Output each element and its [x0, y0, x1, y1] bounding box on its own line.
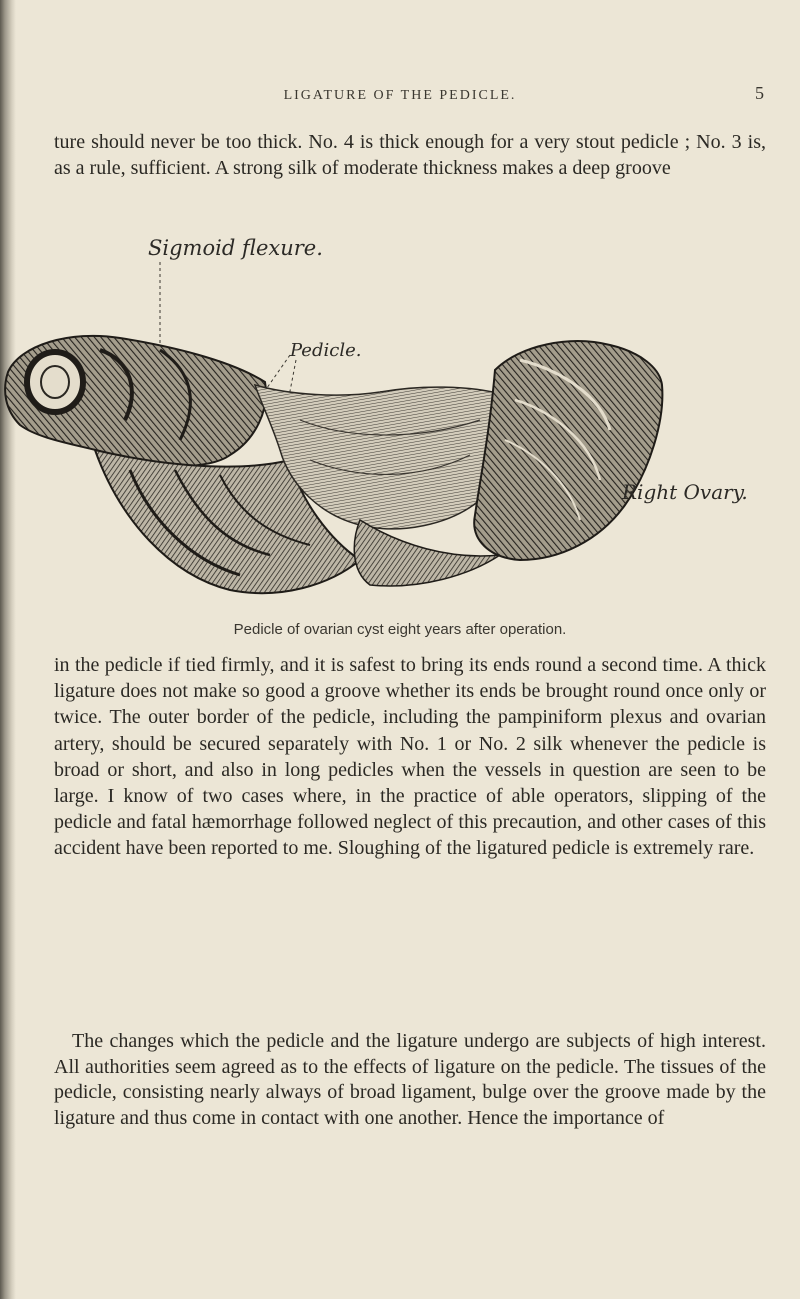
- figure-caption: Pedicle of ovarian cyst eight years after operation.: [233, 621, 567, 638]
- bowel-loop: [27, 352, 83, 412]
- running-head: LIGATURE OF THE PEDICLE.: [283, 88, 517, 103]
- right-ovary-mass: [474, 341, 662, 560]
- page-binding-shadow: [0, 0, 16, 1299]
- page-number: 5: [755, 83, 764, 103]
- label-pedicle: Pedicle.: [290, 340, 362, 361]
- paragraph-second: The changes which the pedicle and the ligature undergo are subjects of high interest. All authorities seem agreed as to the effects of ligature on the pedicle. The tissues of the pedicle, consisting nearly always of broad ligament, bulge over the groove made by the ligature and thus come in contact with one another. Hence the importance of: [54, 1030, 766, 1129]
- paragraph-main: in the pedicle if tied firmly, and it is safest to bring its ends round a second time. A thick ligature does not make so good a groove whether its ends be brought round once only or twice. The outer border of the pedicle, including the pampiniform plexus and ovarian artery, should be secured separately with No. 1 or No. 2 silk whenever the pedicle is broad or short, and also in long pedicles when the vessels in question are seen to be large. I know of two cases where, in the practice of able operators, slipping of the pedicle and fatal hæmorrhage followed neglect of this precaution, and other cases of this accident have been reported to me. Sloughing of the ligatured pedicle is extremely rare.: [54, 654, 766, 860]
- paragraph-top: ture should never be too thick. No. 4 is thick enough for a very stout pedicle ; No. 3 is, as a rule, sufficient. A strong silk of moderate thickness makes a deep groove: [54, 131, 766, 179]
- label-sigmoid-flexure: Sigmoid flexure.: [148, 236, 323, 260]
- label-right-ovary: Right Ovary.: [622, 480, 748, 504]
- pedicle-illustration: [0, 230, 800, 615]
